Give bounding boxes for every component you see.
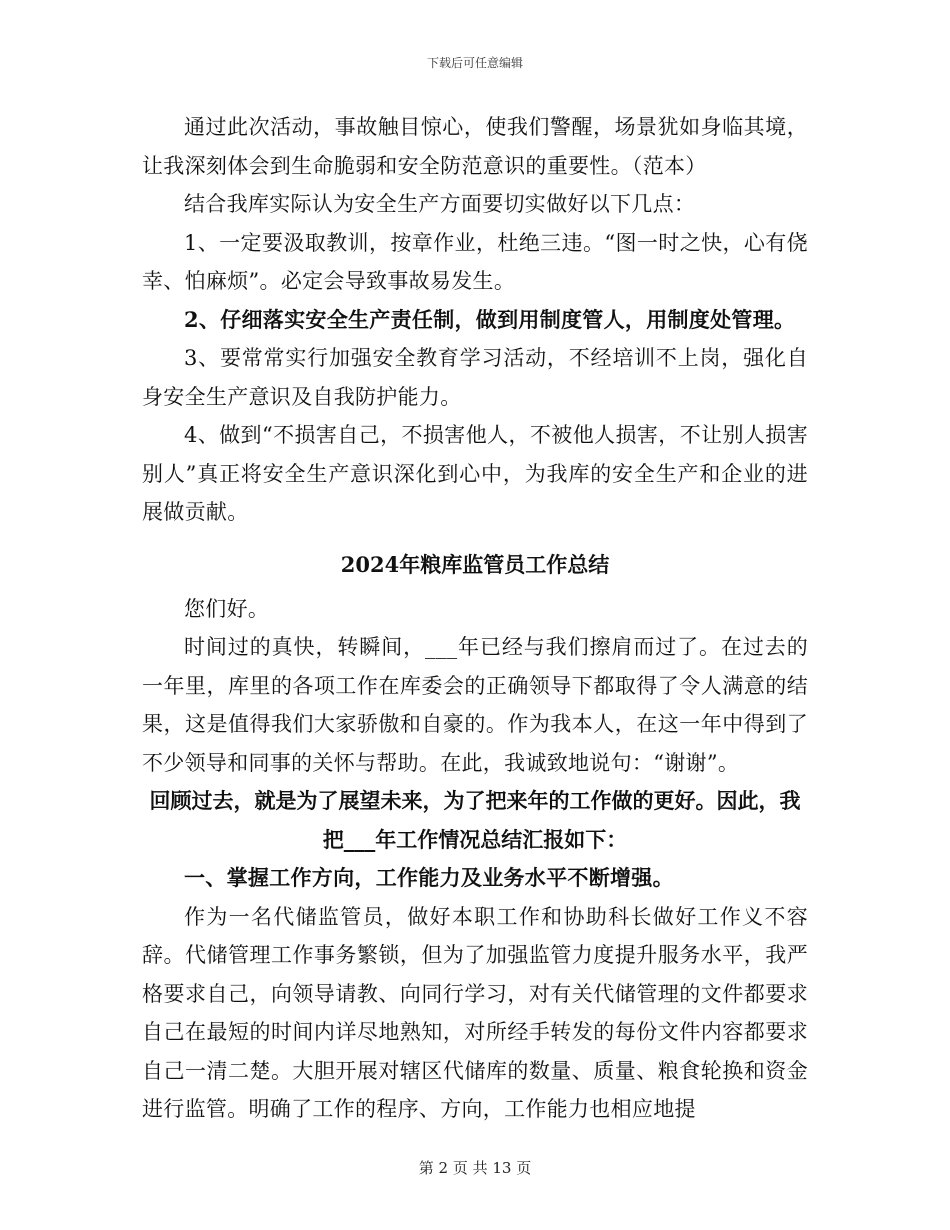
paragraph-intro: 时间过的真快，转瞬间，___年已经与我们擦肩而过了。在过去的一年里，库里的各项工作在库委会的正确领导下都取得了令人满意的结果，这是值得我们大家骄傲和自豪的。作为我本人，在这一年中得到了不少领导和同事的关怀与帮助。在此，我诚致地说句：“谢谢”。 (142, 635, 808, 775)
paragraph-work-direction: 作为一名代储监管员，做好本职工作和协助科长做好工作义不容辞。代储管理工作事务繁锁，但为了加强监管力度提升服务水平，我严格要求自己，向领导请教、向同行学习，对有关代储管理的文件都要求自己在最短的时间内详尽地熟知，对所经手转发的每份文件内容都要求自己一清二楚。大胆开展对辖区代储库的数量、质量、粮食轮换和资金进行监管。明确了工作的程序、方向，工作能力也相应地提 (142, 904, 808, 1121)
paragraph-point-2: 2、仔细落实安全生产责任制，做到用制度管人，用制度处管理。 (184, 306, 796, 332)
paragraph-activity: 通过此次活动，事故触目惊心，使我们警醒，场景犹如身临其境，让我深刻体会到生命脆弱和安全防范意识的重要性。（范本） (142, 115, 808, 178)
paragraph-point-4: 4、做到“不损害自己，不损害他人，不被他人损害，不让别人损害别人”真正将安全生产意识深化到心中，为我库的安全生产和企业的进展做贡献。 (142, 423, 808, 524)
heading-work-direction: 一、掌握工作方向，工作能力及业务水平不断增强。 (184, 865, 674, 890)
paragraph-point-1: 1、一定要汲取教训，按章作业，杜绝三违。“图一时之快，心有侥幸、怕麻烦”。必定会导致事故易发生。 (142, 230, 808, 293)
paragraph-point-3: 3、要常常实行加强安全教育学习活动，不经培训不上岗，强化自身安全生产意识及自我防护能力。 (142, 346, 808, 409)
paragraph-points-intro: 结合我库实际认为安全生产方面要切实做好以下几点： (184, 192, 696, 216)
page-footer: 第 2 页 共 13 页 (418, 1159, 532, 1177)
page-header: 下载后可任意编辑 (426, 56, 523, 70)
paragraph-review: 回顾过去，就是为了展望未来，为了把来年的工作做的更好。因此，我把___年工作情况总结汇报如下： (149, 788, 801, 852)
document-body (142, 108, 808, 1129)
paragraph-greeting: 您们好。 (184, 596, 270, 621)
section-title: 2024年粮库监管员工作总结 (340, 551, 610, 577)
